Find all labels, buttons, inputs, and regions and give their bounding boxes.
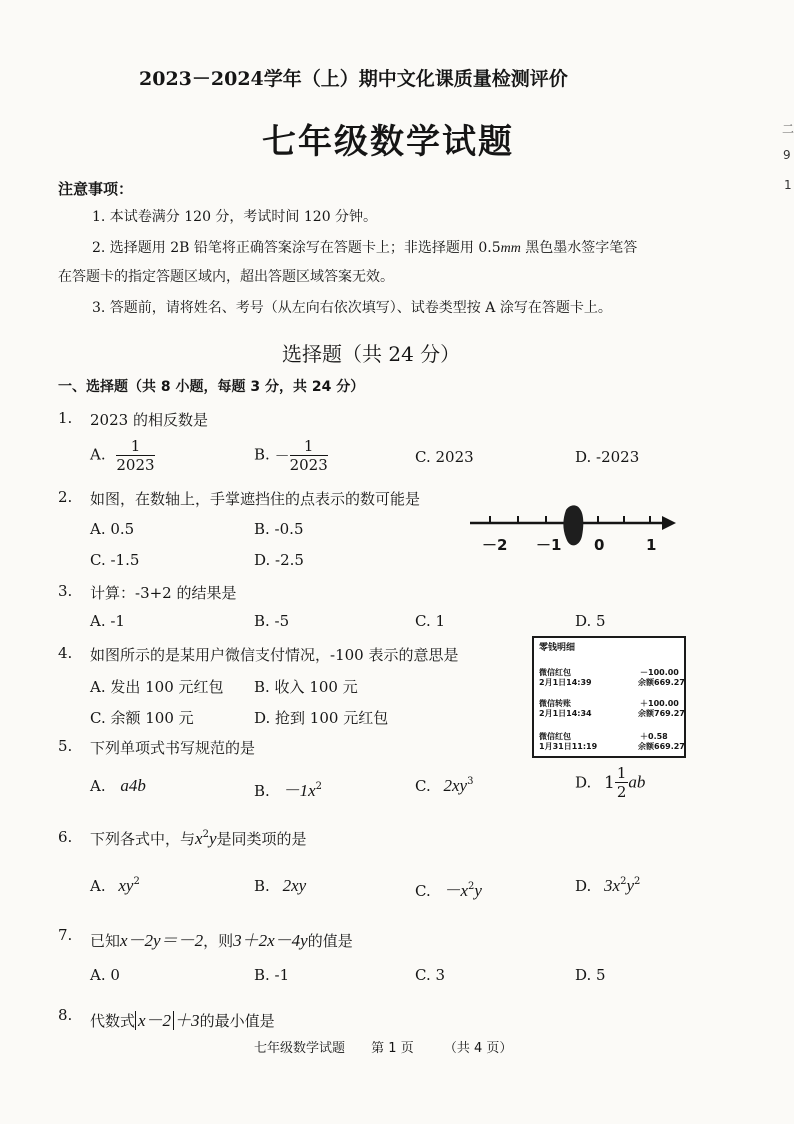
q7-stem-pre: 已知	[90, 932, 121, 950]
wechat-title: 零钱明细	[539, 643, 576, 653]
q6-a-expr: xy	[118, 876, 134, 895]
q1-a-denominator: 2023	[116, 456, 155, 474]
q6-d-exponent-1: 2	[620, 876, 627, 887]
q4-option-d: D. 抢到 100 元红包	[254, 709, 389, 727]
q5-stem: 下列单项式书写规范的是	[90, 739, 256, 757]
q7-stem-post: 的值是	[307, 932, 353, 950]
q4-stem: 如图所示的是某用户微信支付情况，-100 表示的意思是	[90, 646, 459, 664]
q1-option-a	[90, 437, 155, 474]
q6-stem-y: y	[208, 829, 217, 848]
note-item-2-tail: 黑色墨水签字笔答	[520, 240, 638, 256]
q6-option-b	[254, 876, 306, 896]
q6-d-mid: y	[626, 876, 635, 895]
footer-subject: 七年级数学试题	[254, 1041, 346, 1056]
number-line-figure	[462, 500, 684, 560]
q3-option-a: A. -1	[90, 612, 125, 630]
wechat-row-1-amount: －100.00	[640, 668, 679, 677]
q6-a-label: A.	[90, 877, 106, 895]
q4-option-b: B. 收入 100 元	[254, 678, 358, 696]
q5-option-d	[575, 764, 645, 801]
section-title: 选择题（共 24 分）	[282, 342, 461, 366]
q6-option-a	[90, 876, 140, 896]
q2-number: 2.	[58, 488, 73, 506]
q3-option-c: C. 1	[415, 612, 446, 630]
q5-a-expr: a4b	[120, 776, 146, 795]
q5-c-expr: 2xy	[443, 776, 468, 795]
q1-option-d: D. -2023	[575, 448, 640, 466]
q3-number: 3.	[58, 582, 73, 600]
q8-stem-tail: ＋3	[174, 1011, 200, 1030]
footer-page: 第 1 页	[371, 1041, 414, 1056]
wechat-row-3-time: 1月31日11:19	[539, 742, 598, 751]
q8-number: 8.	[58, 1006, 73, 1024]
q8-stem-pre: 代数式	[90, 1012, 136, 1030]
footer-total: （共 4 页）	[443, 1041, 513, 1056]
part1-heading: 一、选择题（共 8 小题，每题 3 分，共 24 分）	[58, 379, 365, 395]
footer	[254, 1037, 512, 1056]
wechat-row-2-name: 微信转账	[539, 699, 571, 708]
q5-option-c	[415, 776, 473, 796]
q6-d-pre: 3x	[604, 876, 621, 895]
q2-stem: 如图，在数轴上，手掌遮挡住的点表示的数可能是	[90, 490, 421, 508]
q5-d-numerator: 1	[616, 764, 627, 782]
edge-mark-1: 二	[782, 122, 794, 136]
wechat-row-2-amount: ＋100.00	[640, 699, 679, 708]
q6-stem-post: 是同类项的是	[216, 830, 307, 848]
q3-stem: 计算：-3+2 的结果是	[90, 584, 237, 602]
q7-stem-equation: x－2y＝－2	[120, 931, 204, 950]
notes-heading: 注意事项：	[58, 180, 134, 198]
q1-number: 1.	[58, 409, 73, 427]
wechat-row-2-balance: 余额769.27	[638, 709, 685, 718]
edge-mark-3: 1	[784, 178, 792, 192]
q6-c-post: y	[474, 881, 482, 900]
q8-stem-post: 的最小值是	[199, 1012, 275, 1030]
wechat-row-1-name: 微信红包	[539, 668, 571, 677]
q6-stem-x: x	[195, 829, 203, 848]
note-item-2-cont: 在答题卡的指定答题区域内，超出答题区域答案无效。	[58, 269, 394, 285]
q5-d-denominator: 2	[616, 783, 627, 801]
note-item-2-unit: mm	[500, 241, 521, 256]
q3-option-d: D. 5	[575, 612, 606, 630]
q5-d-whole: 1	[604, 772, 615, 793]
number-line-arrow	[662, 516, 676, 530]
q7-stem-expression: 3＋2x－4y	[233, 931, 308, 950]
q5-a-label: A.	[90, 777, 106, 795]
note-item-2-text: 2. 选择题用 2B 铅笔将正确答案涂写在答题卡上；非选择题用 0.5	[92, 240, 501, 256]
q6-d-label: D.	[575, 877, 592, 895]
axis-label-0: 0	[594, 536, 605, 554]
q5-b-exponent: 2	[315, 781, 322, 792]
hand-icon	[563, 505, 583, 545]
q1-a-label: A.	[90, 445, 106, 464]
q7-option-b: B. -1	[254, 966, 290, 984]
q6-option-c	[415, 876, 482, 901]
q1-a-fraction	[116, 437, 154, 474]
note-item-3: 3. 答题前，请将姓名、考号（从左向右依次填写）、试卷类型按 A 涂写在答题卡上。	[92, 300, 612, 316]
q7-option-a: A. 0	[90, 966, 120, 984]
q8-stem	[90, 1006, 275, 1031]
q4-number: 4.	[58, 644, 73, 662]
q1-b-denominator: 2023	[289, 456, 328, 474]
q5-option-a	[90, 776, 146, 796]
q5-option-b	[254, 776, 322, 801]
q6-b-expr: 2xy	[282, 876, 307, 895]
q5-b-expr: －1x	[282, 781, 316, 800]
q1-b-numerator: 1	[290, 437, 328, 456]
edge-mark-2: 9	[783, 148, 791, 162]
q7-stem	[90, 926, 353, 951]
q6-stem-pre: 下列各式中，与	[90, 830, 196, 848]
q5-d-label: D.	[575, 773, 592, 792]
q6-c-label: C.	[415, 882, 431, 900]
q7-stem-mid: ，则	[203, 932, 234, 950]
q1-b-fraction	[290, 437, 328, 474]
q8-abs-expression: x－2	[135, 1011, 174, 1030]
wechat-row-3-amount: ＋0.58	[640, 732, 668, 741]
wechat-row-1-balance: 余额669.27	[638, 678, 685, 687]
wechat-wallet-figure	[532, 636, 686, 758]
q5-d-tail: ab	[628, 772, 646, 792]
q6-stem-exp: 2	[202, 829, 209, 840]
q4-option-c: C. 余额 100 元	[90, 709, 194, 727]
q5-b-label: B.	[254, 782, 270, 800]
q6-c-pre: －x	[443, 881, 469, 900]
q2-option-d: D. -2.5	[254, 551, 304, 569]
q6-b-label: B.	[254, 877, 270, 895]
q7-option-c: C. 3	[415, 966, 446, 984]
q7-number: 7.	[58, 926, 73, 944]
q5-c-exponent: 3	[467, 776, 474, 787]
q7-option-d: D. 5	[575, 966, 606, 984]
q5-c-label: C.	[415, 777, 431, 795]
wechat-row-3-name: 微信红包	[539, 732, 571, 741]
q4-option-a: A. 发出 100 元红包	[90, 678, 224, 696]
exam-header-title: 2023－2024学年（上）期中文化课质量检测评价	[139, 68, 568, 90]
q1-stem: 2023 的相反数是	[90, 411, 208, 429]
note-item-2	[92, 237, 637, 257]
q5-d-fraction	[615, 764, 629, 801]
q3-option-b: B. -5	[254, 612, 290, 630]
q1-b-sign: －	[274, 447, 290, 465]
q6-number: 6.	[58, 828, 73, 846]
q6-d-exponent-2: 2	[634, 876, 641, 887]
q1-b-label: B.	[254, 445, 270, 464]
q6-option-d	[575, 876, 640, 896]
q2-option-a: A. 0.5	[90, 520, 135, 538]
q1-option-c: C. 2023	[415, 448, 474, 466]
q6-a-exponent: 2	[133, 876, 140, 887]
wechat-row-2-time: 2月1日14:34	[539, 709, 592, 718]
q2-option-c: C. -1.5	[90, 551, 140, 569]
axis-label-1: 1	[646, 536, 657, 554]
q6-stem	[90, 828, 307, 849]
q1-option-b	[254, 437, 328, 474]
q2-option-b: B. -0.5	[254, 520, 304, 538]
axis-label-minus-2: －2	[482, 536, 508, 554]
q1-a-numerator: 1	[116, 437, 154, 456]
axis-label-minus-1: －1	[536, 536, 562, 554]
wechat-row-1-time: 2月1日14:39	[539, 678, 592, 687]
q6-c-exponent: 2	[468, 881, 475, 892]
wechat-row-3-balance: 余额669.27	[638, 742, 685, 751]
note-item-1: 1. 本试卷满分 120 分，考试时间 120 分钟。	[92, 209, 378, 225]
exam-subject-title: 七年级数学试题	[262, 122, 514, 162]
q5-number: 5.	[58, 737, 73, 755]
